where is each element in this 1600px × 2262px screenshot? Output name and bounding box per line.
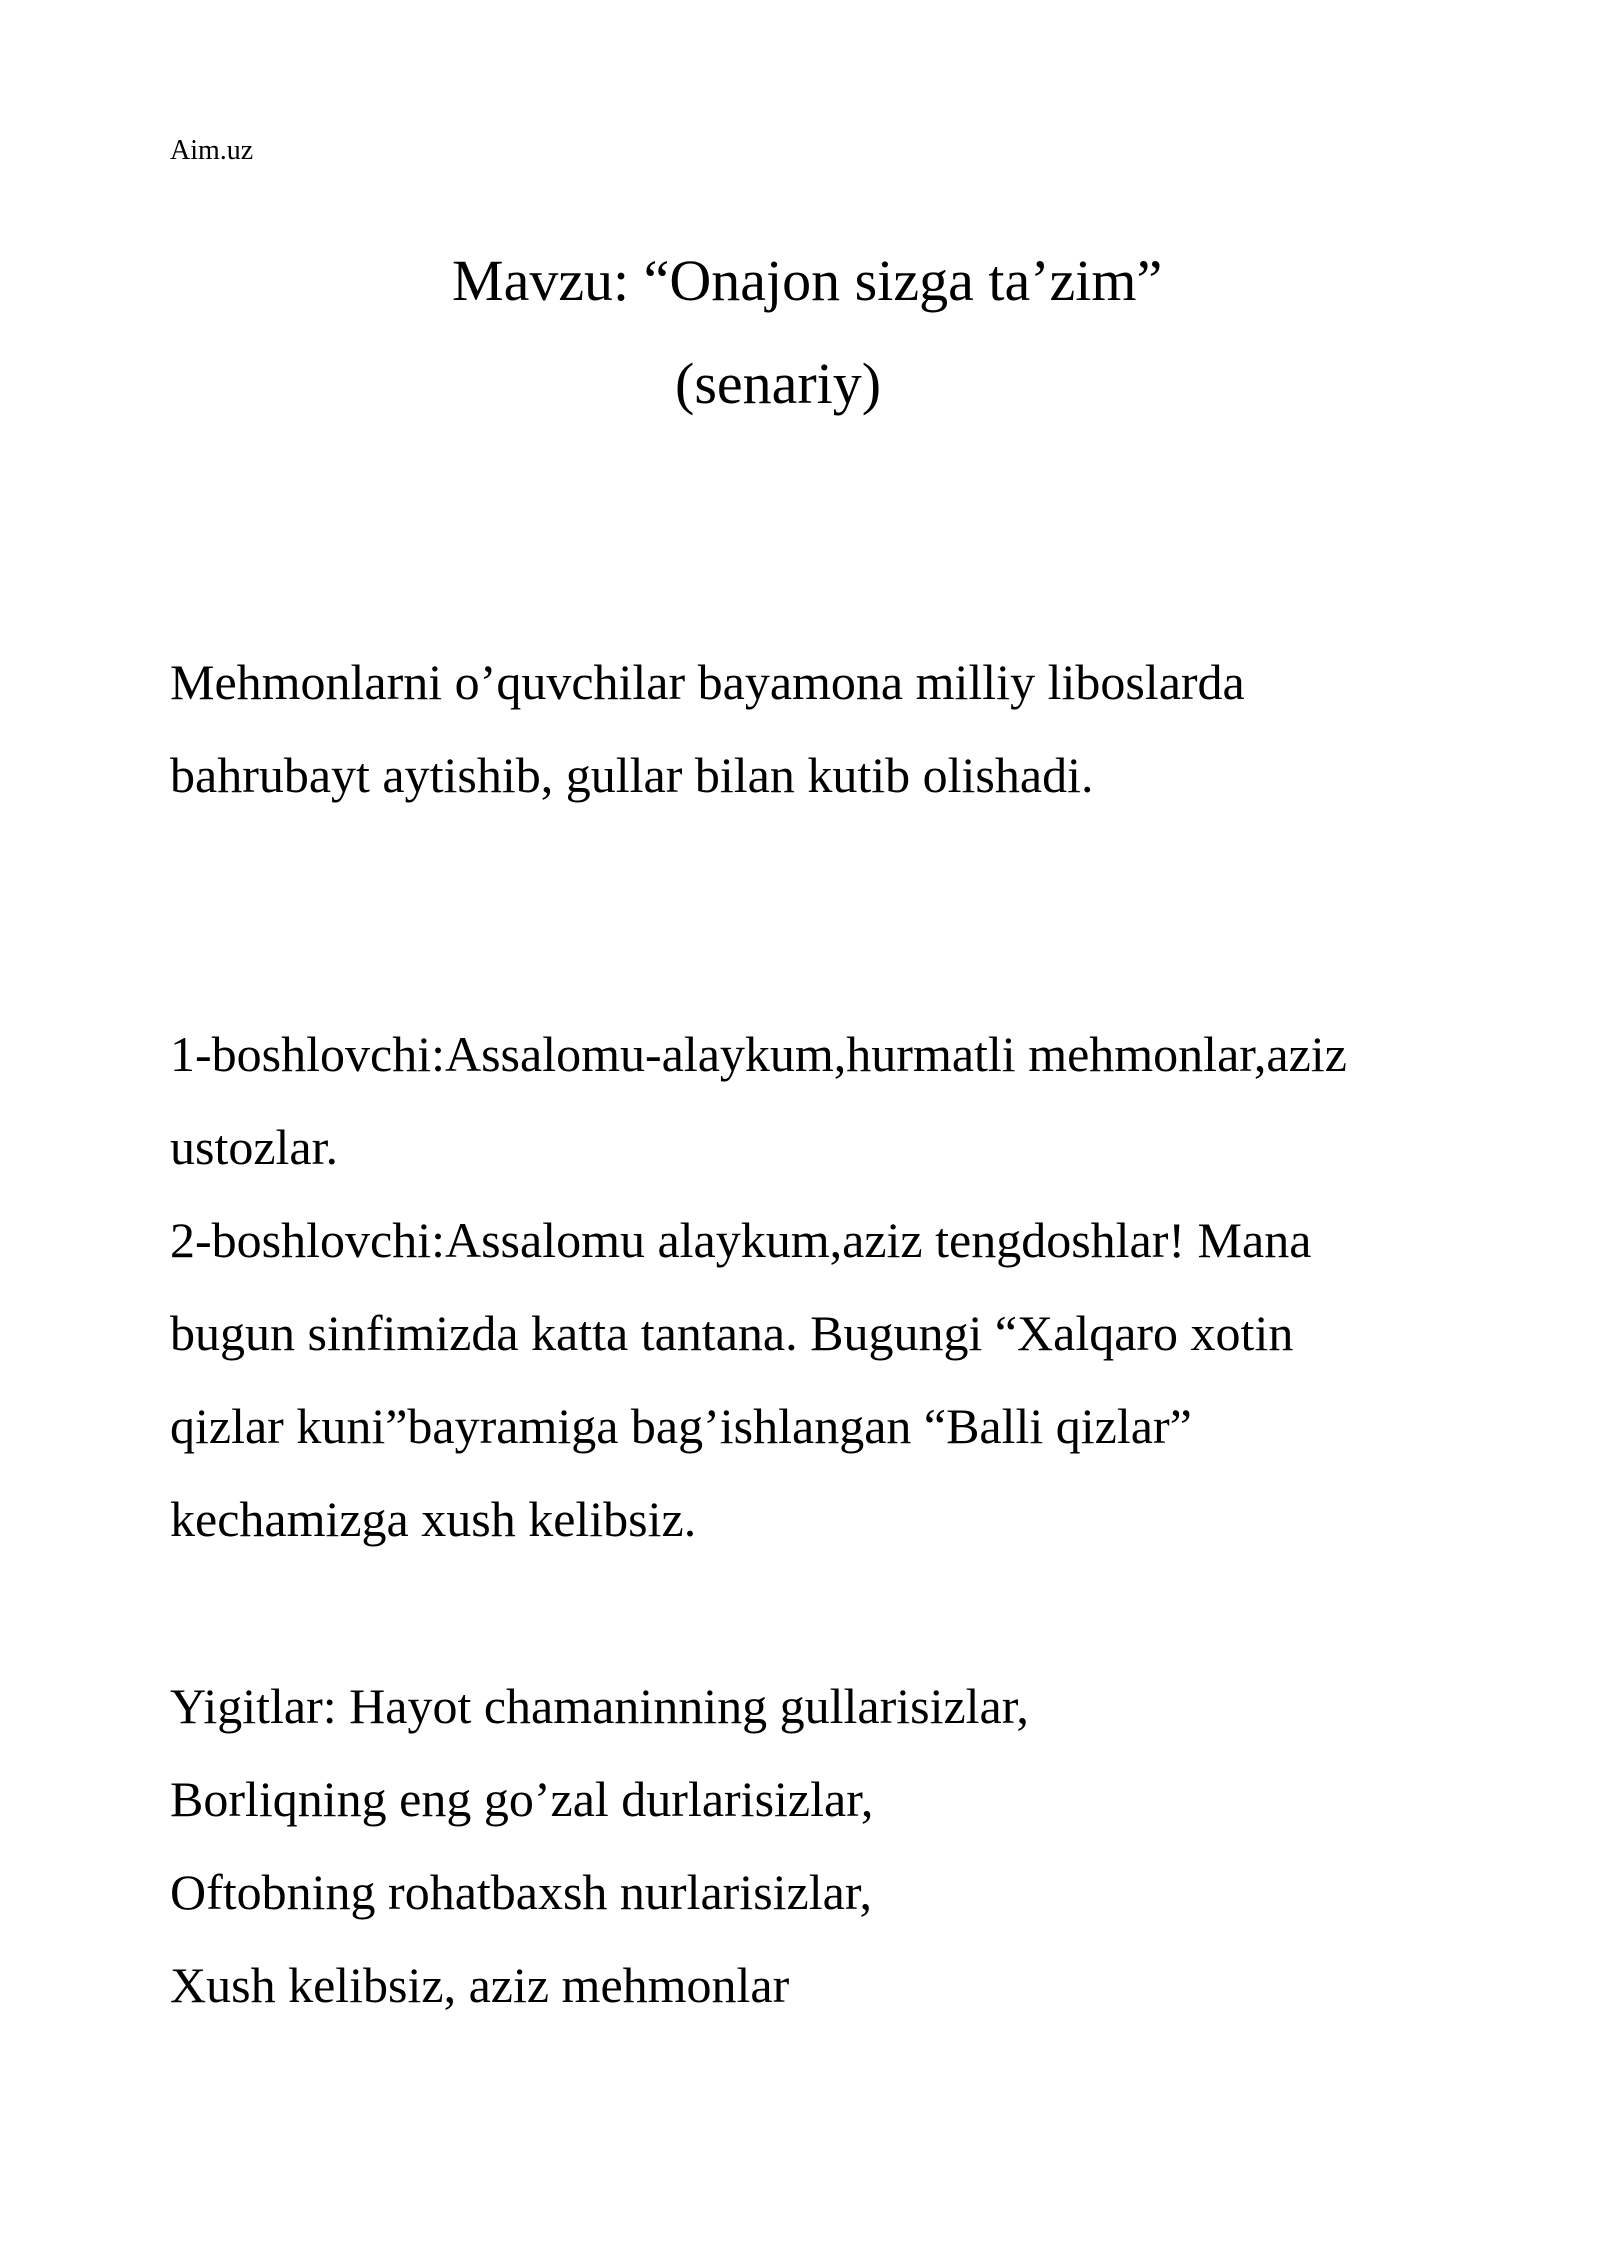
- poem-stanza: [170, 1660, 1470, 2032]
- poem-line: Borliqning eng go’zal durlarisizlar,: [170, 1771, 874, 1827]
- dialogue-paragraph: [170, 1008, 1470, 1566]
- poem-line: Oftobning rohatbaxsh nurlarisizlar,: [170, 1864, 872, 1920]
- title-main: Mavzu: “Onajon sizga ta’zim”: [452, 248, 1163, 313]
- title-subtitle: (senariy): [675, 351, 882, 416]
- text-line: ustozlar.: [170, 1119, 339, 1175]
- text-line: Mehmonlarni o’quvchilar bayamona milliy liboslarda: [170, 654, 1245, 710]
- text-line: kechamizga xush kelibsiz.: [170, 1491, 697, 1547]
- poem-line: Xush kelibsiz, aziz mehmonlar: [170, 1957, 790, 2013]
- text-line: 2-boshlovchi:Assalomu alaykum,aziz tengdoshlar! Mana: [170, 1212, 1312, 1268]
- text-line: 1-boshlovchi:Assalomu-alaykum,hurmatli mehmonlar,aziz: [170, 1026, 1347, 1082]
- intro-paragraph: [170, 636, 1470, 822]
- poem-line: Yigitlar: Hayot chamaninning gullarisizlar,: [170, 1678, 1029, 1734]
- text-line: qizlar kuni”bayramiga bag’ishlangan “Balli qizlar”: [170, 1398, 1192, 1454]
- text-line: bugun sinfimizda katta tantana. Bugungi “Xalqaro xotin: [170, 1305, 1294, 1361]
- site-watermark: Aim.uz: [170, 135, 254, 166]
- text-line: bahrubayt aytishib, gullar bilan kutib olishadi.: [170, 747, 1094, 803]
